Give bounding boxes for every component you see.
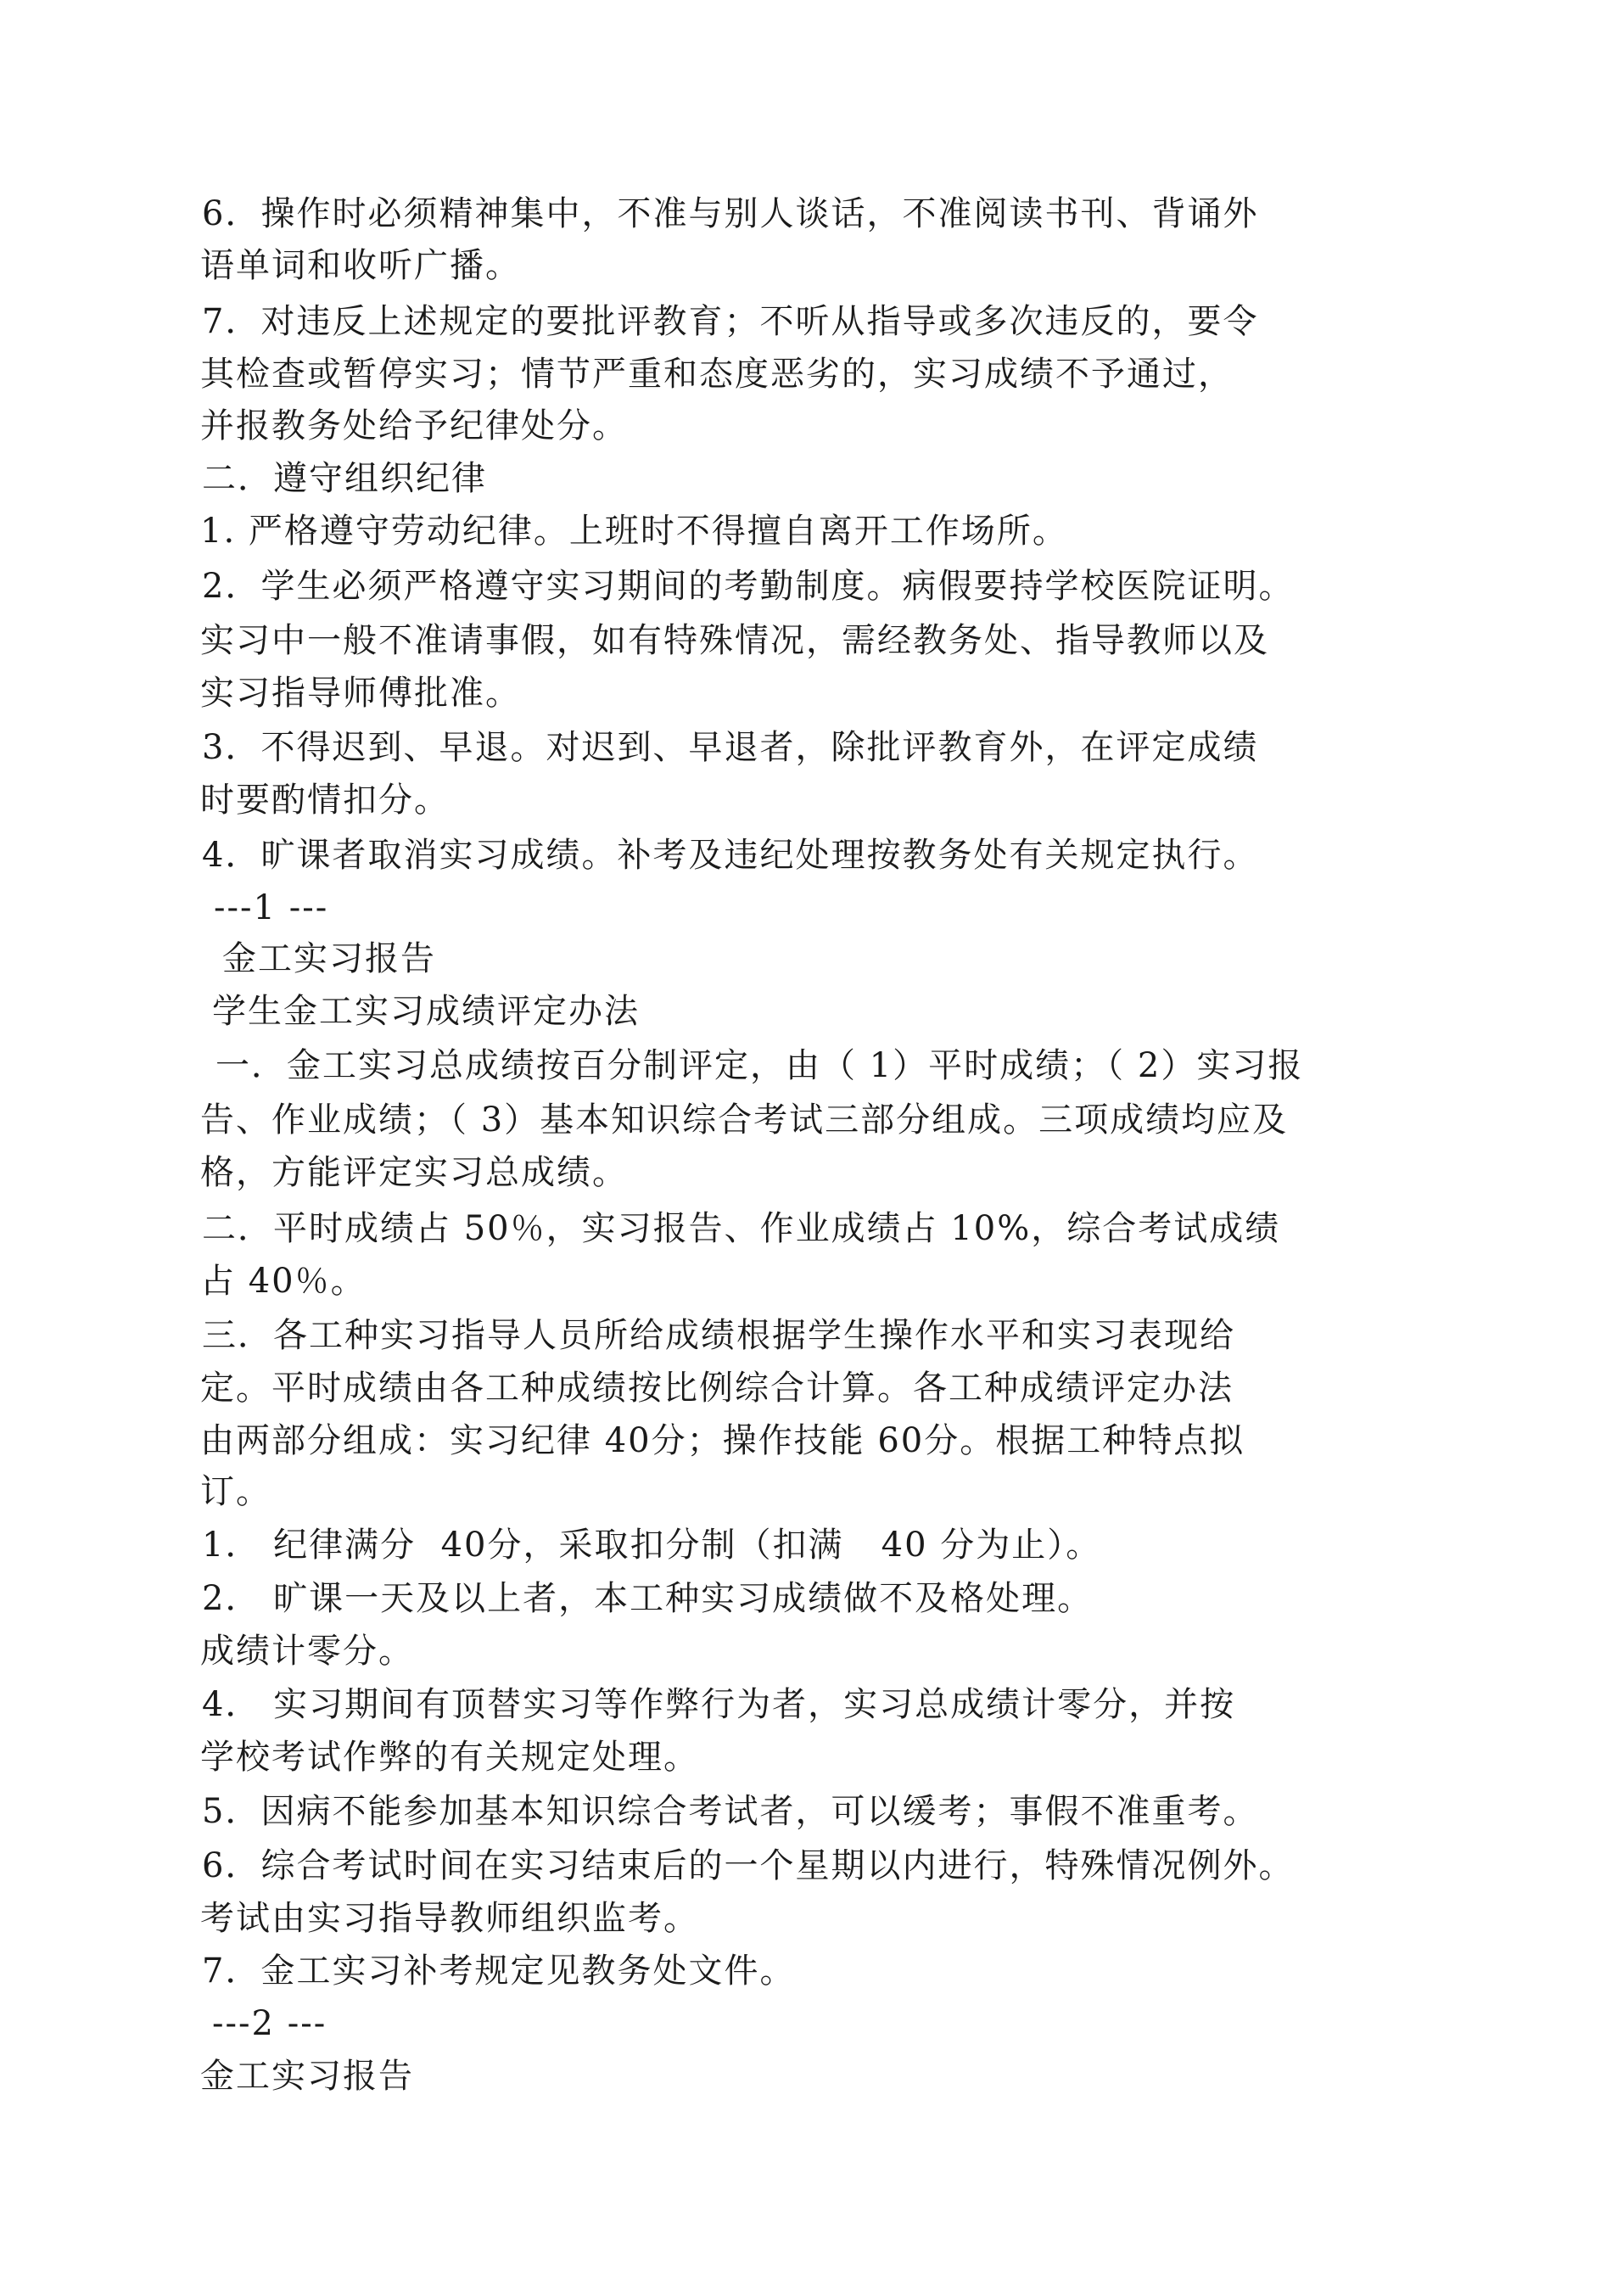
text-line: 7．金工实习补考规定见教务处文件。 <box>202 1952 796 1991</box>
text-line: 订。 <box>200 1472 271 1511</box>
text-line: 实习中一般不准请事假，如有特殊情况，需经教务处、指导教师以及 <box>200 621 1269 660</box>
text-line: 并报教务处给予纪律处分。 <box>200 406 628 445</box>
text-line: 6．综合考试时间在实习结束后的一个星期以内进行，特殊情况例外。 <box>202 1846 1295 1885</box>
text-line: 学校考试作弊的有关规定处理。 <box>200 1738 699 1777</box>
text-line: 语单词和收听广播。 <box>200 246 521 285</box>
text-line: 定。平时成绩由各工种成绩按比例综合计算。各工种成绩评定办法 <box>200 1369 1234 1408</box>
text-line: 4．旷课者取消实习成绩。补考及违纪处理按教务处有关规定执行。 <box>202 836 1259 875</box>
text-line: 由两部分组成：实习纪律 40分；操作技能 60分。根据工种特点拟 <box>200 1421 1245 1460</box>
page-number: ---2 --- <box>212 2004 327 2043</box>
text-line: 格，方能评定实习总成绩。 <box>200 1153 628 1192</box>
section-heading: 二．遵守组织纪律 <box>202 459 487 498</box>
text-line: 1． 纪律满分 40分，采取扣分制（扣满 40 分为止）。 <box>202 1526 1102 1565</box>
text-line: 时要酌情扣分。 <box>200 781 450 820</box>
text-line: 二．平时成绩占 50％，实习报告、作业成绩占 10%，综合考试成绩 <box>202 1209 1281 1248</box>
text-line: 7．对违反上述规定的要批评教育；不听从指导或多次违反的，要令 <box>202 302 1259 341</box>
text-line: 2．学生必须严格遵守实习期间的考勤制度。病假要持学校医院证明。 <box>202 567 1295 606</box>
text-line: 考试由实习指导教师组织监考。 <box>200 1899 699 1938</box>
text-line: 三．各工种实习指导人员所给成绩根据学生操作水平和实习表现给 <box>202 1316 1235 1355</box>
text-line: 实习指导师傅批准。 <box>200 674 521 713</box>
page-number: ---1 --- <box>214 888 329 927</box>
text-line: 成绩计零分。 <box>200 1632 414 1671</box>
text-line: 4． 实习期间有顶替实习等作弊行为者，实习总成绩计零分，并按 <box>202 1685 1236 1724</box>
text-line: 其检查或暂停实习；情节严重和态度恶劣的，实习成绩不予通过， <box>200 355 1234 394</box>
text-line: 5．因病不能参加基本知识综合考试者，可以缓考；事假不准重考。 <box>202 1792 1259 1831</box>
text-line: 占 40％。 <box>200 1262 367 1301</box>
text-line: 2． 旷课一天及以上者，本工种实习成绩做不及格处理。 <box>202 1579 1094 1618</box>
section-title: 学生金工实习成绩评定办法 <box>212 992 640 1031</box>
text-line: 6．操作时必须精神集中，不准与别人谈话，不准阅读书刊、背诵外 <box>202 194 1259 233</box>
text-line: 一．金工实习总成绩按百分制评定，由（ 1）平时成绩；（ 2）实习报 <box>215 1046 1304 1085</box>
text-line: 1. 严格遵守劳动纪律。上班时不得擅自离开工作场所。 <box>200 512 1068 551</box>
page-header: 金工实习报告 <box>222 939 436 978</box>
page-header: 金工实习报告 <box>200 2057 414 2096</box>
text-line: 3．不得迟到、早退。对迟到、早退者，除批评教育外，在评定成绩 <box>202 728 1259 767</box>
text-line: 告、作业成绩；（ 3）基本知识综合考试三部分组成。三项成绩均应及 <box>200 1100 1289 1140</box>
